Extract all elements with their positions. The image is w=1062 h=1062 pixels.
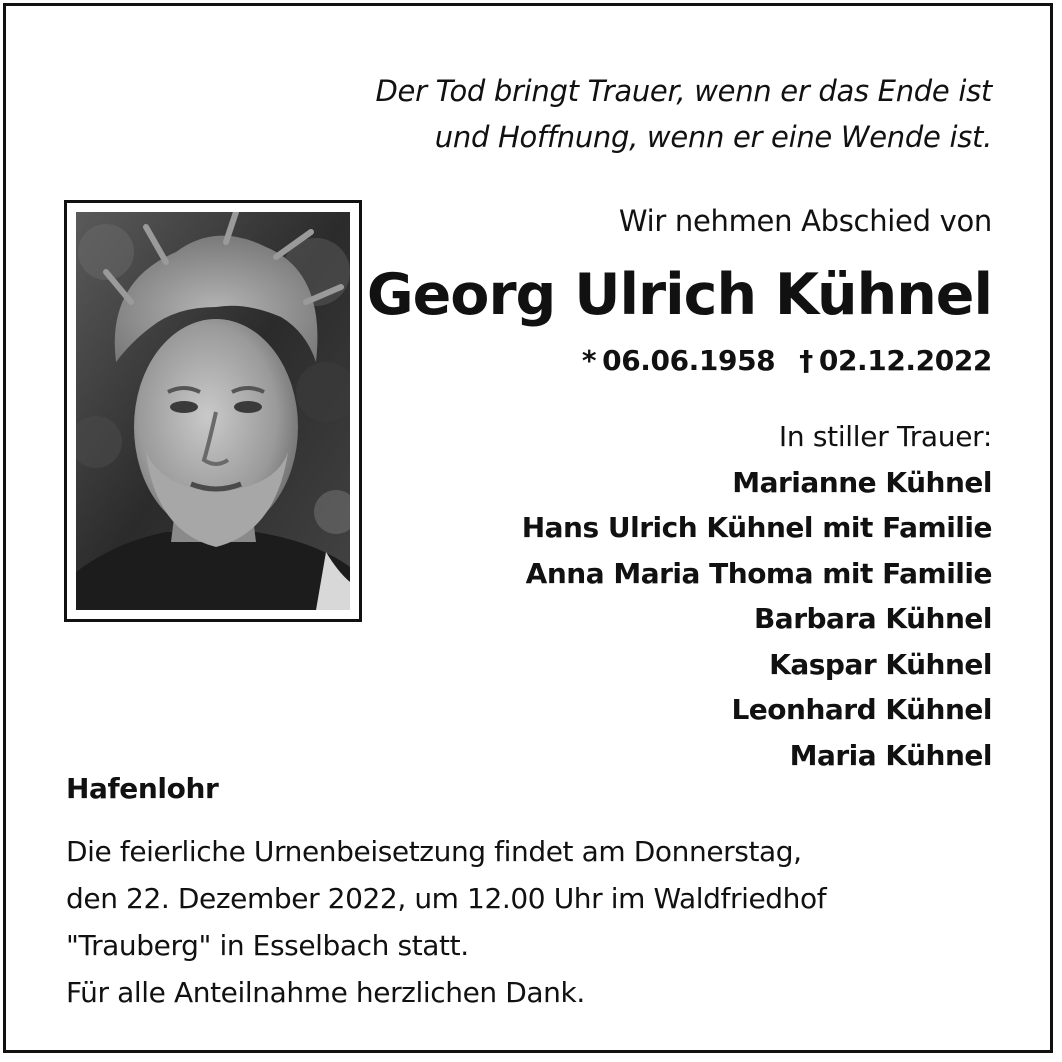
death-cross-icon: †: [799, 344, 813, 377]
death-date: 02.12.2022: [818, 344, 992, 377]
announcement-line-4: Für alle Anteilnahme herzlichen Dank.: [66, 976, 585, 1009]
life-dates: [582, 344, 992, 377]
deceased-name: Georg Ulrich Kühnel: [366, 262, 992, 328]
portrait-photo: [76, 212, 350, 610]
quote-line-2: und Hoffnung, wenn er eine Wende ist.: [434, 120, 992, 154]
location-name: Hafenlohr: [66, 772, 219, 805]
funeral-announcement: [66, 828, 826, 1016]
quote-line-1: Der Tod bringt Trauer, wenn er das Ende ist: [375, 74, 992, 108]
farewell-intro: Wir nehmen Abschied von: [618, 204, 992, 238]
birth-date: 06.06.1958: [602, 344, 776, 377]
mourning-label: In stiller Trauer:: [778, 420, 992, 453]
mourner-name: Marianne Kühnel: [732, 465, 992, 499]
memorial-quote: [376, 68, 993, 160]
mourner-name: Barbara Kühnel: [753, 602, 992, 635]
announcement-line-1: Die feierliche Urnenbeisetzung findet am Donnerstag,: [66, 835, 802, 868]
announcement-line-2: den 22. Dezember 2022, um 12.00 Uhr im Waldfriedhof: [66, 882, 827, 915]
mourner-name: Hans Ulrich Kühnel mit Familie: [521, 511, 992, 544]
portrait-frame: [64, 200, 362, 622]
announcement-line-3: "Trauberg" in Esselbach statt.: [66, 929, 469, 962]
mourners-block: [522, 414, 992, 778]
mourner-name: Leonhard Kühnel: [731, 693, 992, 726]
mourner-name: Anna Maria Thoma mit Familie: [525, 556, 992, 590]
portrait-illustration: [76, 212, 350, 610]
birth-date-group: [582, 344, 775, 377]
death-date-group: [799, 344, 992, 377]
mourner-name: Maria Kühnel: [789, 738, 992, 772]
mourner-name: Kaspar Kühnel: [769, 647, 992, 681]
birth-symbol: *: [581, 344, 597, 377]
obituary-card: [3, 3, 1053, 1053]
